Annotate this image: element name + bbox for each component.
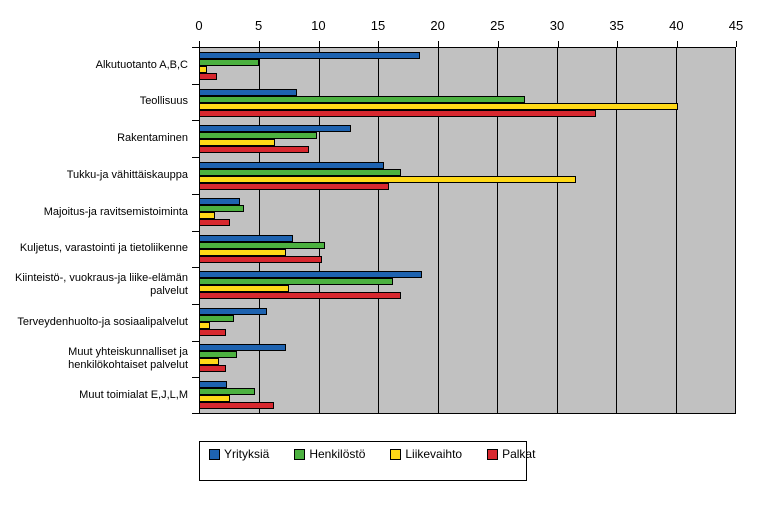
category-label: Majoitus-ja ravitsemistoiminta (43, 205, 188, 218)
y-axis-tick-mark (192, 267, 199, 268)
y-axis-tick-mark (192, 47, 199, 48)
legend-swatch-icon (209, 449, 220, 460)
bar-palkat (200, 183, 389, 190)
bar-liikevaihto (200, 103, 678, 110)
bar-group (200, 340, 735, 377)
y-axis-tick-mark (192, 341, 199, 342)
bar-liikevaihto (200, 358, 219, 365)
bar-yrityksi (200, 308, 267, 315)
bar-group (200, 377, 735, 414)
x-axis-tick-label: 35 (609, 18, 624, 33)
bar-palkat (200, 110, 596, 117)
bar-palkat (200, 73, 217, 80)
legend-item-henkil-st (294, 447, 365, 461)
x-axis-tick-label: 5 (255, 18, 263, 33)
category-label: Kuljetus, varastointi ja tietoliikenne (19, 242, 188, 255)
bar-group (200, 267, 735, 304)
x-axis-tick-label: 20 (430, 18, 445, 33)
bar-liikevaihto (200, 285, 289, 292)
bar-palkat (200, 329, 226, 336)
bar-henkil-st (200, 169, 401, 176)
bar-liikevaihto (200, 139, 275, 146)
legend-item-palkat (487, 447, 535, 461)
legend-swatch-icon (294, 449, 305, 460)
y-axis-tick-mark (192, 413, 199, 414)
bar-palkat (200, 256, 322, 263)
category-label: Rakentaminen (117, 132, 188, 145)
bar-palkat (200, 292, 401, 299)
bar-yrityksi (200, 89, 297, 96)
category-label: Kiinteistö-, vuokraus-ja liike-elämän palvelut (14, 272, 188, 298)
bar-yrityksi (200, 162, 384, 169)
bar-yrityksi (200, 271, 422, 278)
y-axis-tick-mark (192, 231, 199, 232)
bar-yrityksi (200, 344, 286, 351)
legend-label: Yrityksiä (224, 447, 270, 461)
legend (199, 441, 536, 481)
category-label: Terveydenhuolto-ja sosiaalipalvelut (17, 315, 188, 328)
legend-label: Henkilöstö (309, 447, 366, 461)
x-axis-tick-label: 15 (370, 18, 386, 33)
bar-liikevaihto (200, 395, 230, 402)
legend-label: Palkat (502, 447, 536, 461)
x-axis-tick-label: 0 (195, 18, 203, 33)
legend-swatch-icon (487, 449, 498, 460)
plot-area (199, 47, 736, 414)
bar-group (200, 231, 735, 268)
bar-palkat (200, 402, 274, 409)
bar-yrityksi (200, 381, 227, 388)
y-axis-ticks (192, 47, 199, 414)
legend-item-liikevaihto (390, 447, 462, 461)
bar-palkat (200, 219, 230, 226)
x-axis-labels (195, 18, 744, 34)
y-axis-tick-mark (192, 194, 199, 195)
bar-henkil-st (200, 278, 393, 285)
bar-henkil-st (200, 242, 325, 249)
bar-yrityksi (200, 125, 351, 132)
bar-group (200, 121, 735, 158)
legend-swatch-icon (390, 449, 401, 460)
x-axis-tick-mark (736, 41, 737, 47)
bar-group (200, 194, 735, 231)
bar-liikevaihto (200, 176, 576, 183)
y-axis-tick-mark (192, 304, 199, 305)
bar-liikevaihto (200, 249, 286, 256)
category-label: Tukku-ja vähittäiskauppa (66, 168, 188, 181)
category-labels (0, 47, 191, 414)
y-axis-tick-mark (192, 120, 199, 121)
bar-group (200, 158, 735, 195)
x-axis-tick-label: 30 (549, 18, 565, 33)
y-axis-tick-mark (192, 84, 199, 85)
x-axis-tick-label: 10 (311, 18, 326, 33)
bar-liikevaihto (200, 212, 215, 219)
bar-henkil-st (200, 96, 525, 103)
bar-liikevaihto (200, 322, 210, 329)
x-axis-tick-label: 45 (728, 18, 744, 33)
bar-liikevaihto (200, 66, 207, 73)
bar-henkil-st (200, 315, 234, 322)
legend-item-yrityksi (209, 447, 269, 461)
bar-henkil-st (200, 59, 259, 66)
bar-yrityksi (200, 198, 240, 205)
category-label: Muut yhteiskunnalliset ja henkilökohtaiset palvelut (68, 345, 188, 371)
bar-henkil-st (200, 351, 237, 358)
bar-henkil-st (200, 205, 244, 212)
category-label: Teollisuus (139, 95, 188, 108)
bar-yrityksi (200, 235, 293, 242)
bar-henkil-st (200, 388, 255, 395)
category-label: Alkutuotanto A,B,C (95, 58, 188, 71)
bar-yrityksi (200, 52, 420, 59)
bar-palkat (200, 146, 309, 153)
bar-palkat (200, 365, 226, 372)
bar-group (200, 304, 735, 341)
x-axis-tick-label: 25 (490, 18, 505, 33)
y-axis-tick-mark (192, 377, 199, 378)
x-axis-tick-label: 40 (669, 18, 684, 33)
legend-label: Liikevaihto (405, 447, 463, 461)
category-label: Muut toimialat E,J,L,M (79, 388, 188, 401)
bar-henkil-st (200, 132, 317, 139)
y-axis-tick-mark (192, 157, 199, 158)
bar-group (200, 48, 735, 85)
bar-group (200, 85, 735, 122)
